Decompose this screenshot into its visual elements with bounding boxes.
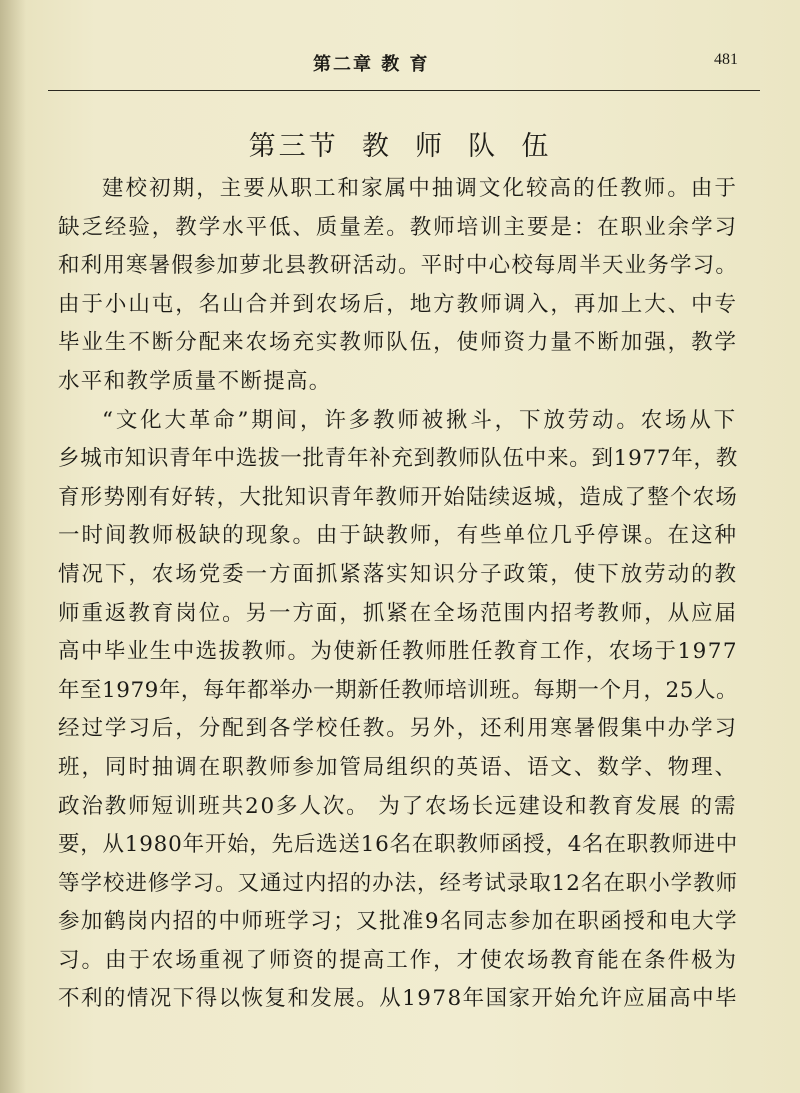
text-line: 参加鹤岗内招的中师班学习；又批准9名同志参加在职函授和电大学: [58, 909, 738, 935]
text-line: 情况下，农场党委一方面抓紧落实知识分子政策，使下放劳动的教: [58, 561, 738, 587]
text-line: 乡城市知识青年中选拔一批青年补充到教师队伍中来。到1977年，教: [58, 446, 738, 472]
spine-shadow: [0, 0, 26, 1093]
text-line: 一时间教师极缺的现象。由于缺教师，有些单位几乎停课。在这种: [58, 523, 738, 549]
page-header: [48, 44, 758, 80]
body-text: [58, 170, 738, 1019]
text-line: 育形势刚有好转，大批知识青年教师开始陆续返城，造成了整个农场: [58, 484, 738, 510]
text-line: 等学校进修学习。又通过内招的办法，经考试录取12名在职小学教师: [58, 870, 738, 896]
text-line: 和利用寒暑假参加萝北县教研活动。平时中心校每周半天业务学习。: [58, 253, 738, 279]
text-line: 缺乏经验，教学水平低、质量差。教师培训主要是：在职业余学习: [58, 214, 738, 240]
text-line: 高中毕业生中选拔教师。为使新任教师胜任教育工作，农场于1977: [58, 639, 738, 665]
text-line: 师重返教育岗位。另一方面，抓紧在全场范围内招考教师，从应届: [58, 600, 738, 626]
text-line: 水平和教学质量不断提高。: [58, 368, 332, 394]
section-title: 第三节 教 师 队 伍: [248, 131, 552, 162]
text-line: 不利的情况下得以恢复和发展。从1978年国家开始允许应届高中毕: [58, 986, 738, 1012]
text-line: 毕业生不断分配来农场充实教师队伍，使师资力量不断加强，教学: [58, 330, 738, 356]
text-line: “文化大革命”期间，许多教师被揪斗，下放劳动。农场从下: [102, 407, 738, 433]
text-line: 政治教师短训班共20多人次。 为了农场长远建设和教育发展 的需: [58, 793, 738, 819]
text-line: 建校初期，主要从职工和家属中抽调文化较高的任教师。由于: [102, 176, 738, 201]
text-line: 由于小山屯，名山合并到农场后，地方教师调入，再加上大、中专: [58, 291, 738, 317]
text-line: 要，从1980年开始，先后选送16名在职教师函授，4名在职教师进中: [58, 832, 738, 858]
page-number: 481: [714, 51, 738, 68]
text-line: 经过学习后，分配到各学校任教。另外，还利用寒暑假集中办学习: [58, 716, 738, 742]
running-head: 第二章 教 育: [313, 54, 430, 75]
text-line: 年至1979年，每年都举办一期新任教师培训班。每期一个月，25人。: [58, 677, 738, 703]
text-line: 班，同时抽调在职教师参加管局组织的英语、语文、数学、物理、: [58, 754, 738, 780]
header-rule: [48, 90, 760, 91]
text-line: 习。由于农场重视了师资的提高工作，才使农场教育能在条件极为: [58, 947, 738, 973]
